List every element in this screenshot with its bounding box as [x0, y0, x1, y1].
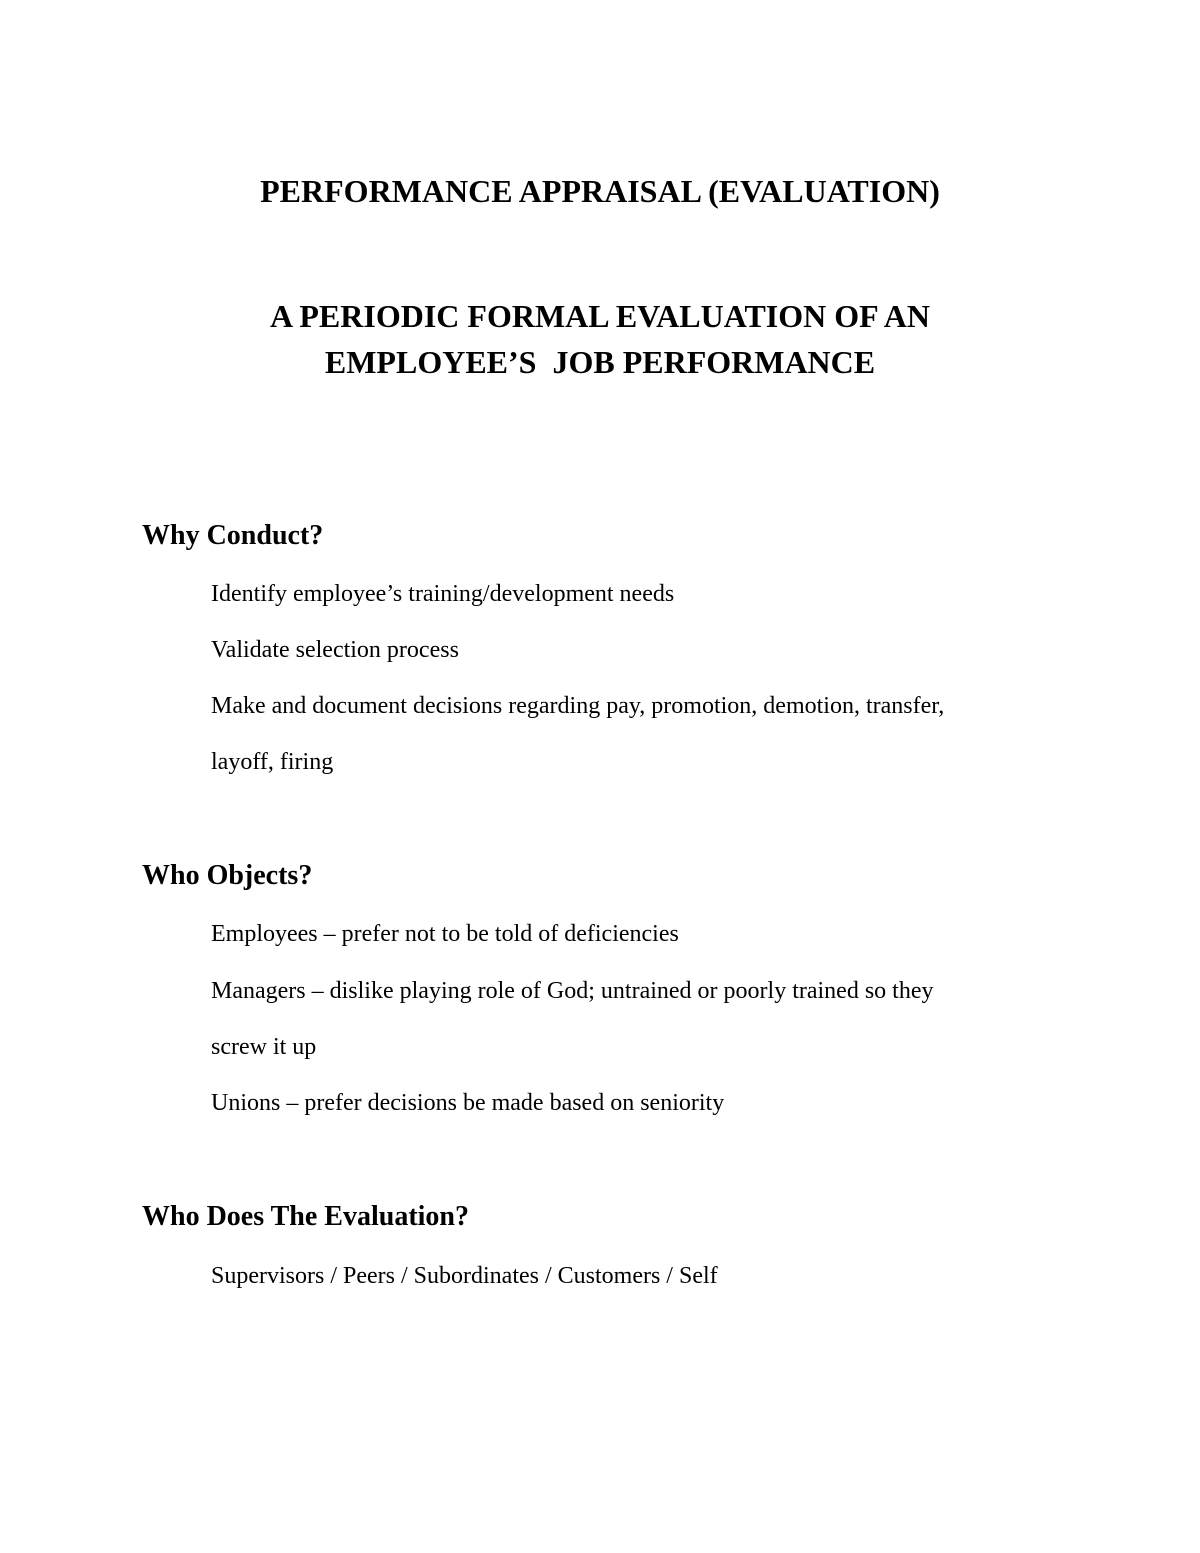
section-heading-who-evaluates: Who Does The Evaluation?	[142, 1201, 469, 1232]
section-line: Employees – prefer not to be told of deficiencies	[211, 921, 679, 947]
document-title: PERFORMANCE APPRAISAL (EVALUATION)	[260, 173, 940, 209]
section-line: Identify employee’s training/development needs	[211, 581, 675, 607]
section-line: Managers – dislike playing role of God; untrained or poorly trained so they	[211, 978, 934, 1004]
section-heading-who-objects: Who Objects?	[142, 860, 313, 891]
section-line: Unions – prefer decisions be made based on seniority	[211, 1090, 725, 1116]
subtitle-line-2: EMPLOYEE’S JOB PERFORMANCE	[324, 344, 876, 380]
section-line: Validate selection process	[211, 637, 459, 663]
section-heading-why-conduct: Why Conduct?	[142, 520, 324, 551]
section-line: screw it up	[211, 1034, 317, 1060]
document-subtitle	[0, 293, 1200, 385]
section-line: Make and document decisions regarding pay, promotion, demotion, transfer,	[211, 693, 945, 719]
subtitle-line-1: A PERIODIC FORMAL EVALUATION OF AN	[270, 298, 930, 334]
section-line: layoff, firing	[211, 749, 334, 775]
section-line: Supervisors / Peers / Subordinates / Customers / Self	[211, 1263, 718, 1289]
